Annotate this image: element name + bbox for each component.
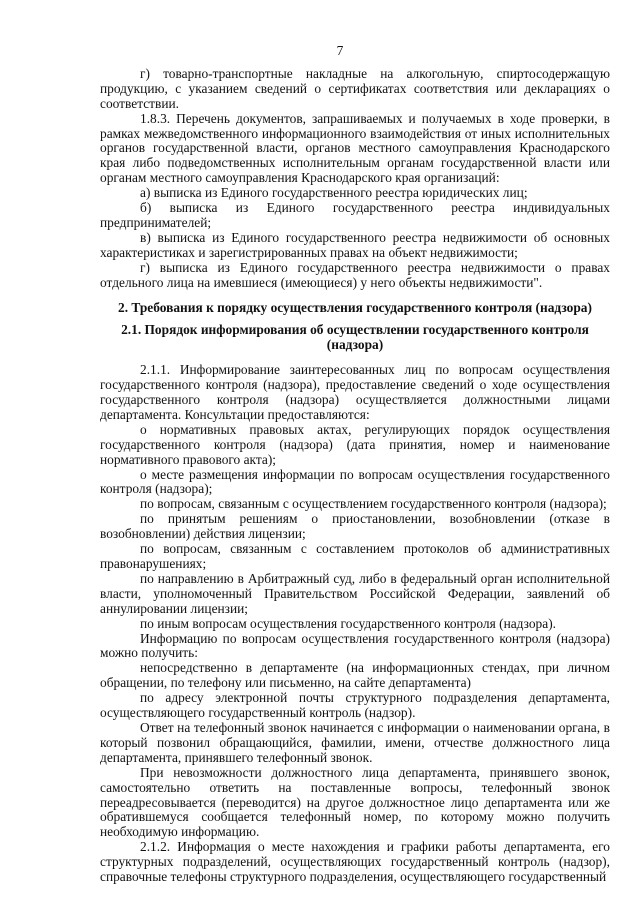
paragraph: При невозможности должностного лица департамента, принявшего звонок, самостоятельно ответить на поставленные вопросы, телефонный звонок переадресовывается (переводится) на другое должностное лицо департамента или же обратившемуся сообщается телефонный номер, по которому можно получить необходимую информацию. [100,764,610,840]
section-heading: 2.1. Порядок информирования об осуществлении государственного контроля (надзора) [121,322,589,353]
paragraph: о месте размещения информации по вопросам осуществления государственного контроля (надзора); [100,466,610,497]
paragraph: о нормативных правовых актах, регулирующих порядок осуществления государственного контроля (надзора) (дата принятия, номер и наименование нормативного правового акта); [100,421,610,467]
paragraph: в) выписка из Единого государственного реестра недвижимости об основных характеристиках и зарегистрированных правах на объект недвижимости; [100,229,610,260]
paragraph: Информацию по вопросам осуществления государственного контроля (надзора) можно получить: [100,630,610,661]
paragraph: г) товарно-транспортные накладные на алкогольную, спиртосодержащую продукцию, с указанием сведений о сертификатах соответствия или декларациях о соответствии. [100,65,610,111]
paragraph: б) выписка из Единого государственного реестра индивидуальных предпринимателей; [100,200,610,230]
paragraph: по принятым решениям о приостановлении, возобновлении (отказе в возобновлении) действия лицензии; [100,511,610,542]
paragraph: по вопросам, связанным с составлением протоколов об административных правонарушениях; [100,541,610,571]
section-heading: 2. Требования к порядку осуществления государственного контроля (надзора) [118,299,592,315]
paragraph: а) выписка из Единого государственного реестра юридических лиц; [140,185,528,201]
paragraph: 2.1.1. Информирование заинтересованных лиц по вопросам осуществления государственного контроля (надзора), предоставление сведений о ходе осуществления государственного контроля (надзора) осуществляется должностными лицами департамента. Консультации предоставляются: [100,362,610,422]
page-number: 7 [336,43,344,58]
paragraph: г) выписка из Единого государственного реестра недвижимости о правах отдельного лица на имевшиеся (имеющиеся) у него объекты недвижимости". [100,259,610,290]
paragraph: по направлению в Арбитражный суд, либо в федеральный орган исполнительной власти, уполномоченный Правительством Российской Федерации, заявлений об аннулировании лицензии; [100,570,610,616]
paragraph: непосредственно в департаменте (на информационных стендах, при личном обращении, по телефону или письменно, на сайте департамента) [100,660,610,691]
paragraph: по иным вопросам осуществления государственного контроля (надзора). [140,615,557,631]
paragraph: Ответ на телефонный звонок начинается с информации о наименовании органа, в который позвонил обращающийся, фамилии, имени, отчестве должностного лица департамента, принявшего телефонный звонок. [100,719,610,765]
paragraph: 1.8.3. Перечень документов, запрашиваемых и получаемых в ходе проверки, в рамках межведомственного информационного взаимодействия от иных исполнительных органов государственной власти, органов местного самоуправления Краснодарского края либо подведомственных исполнительным органам государственной власти или органам местного самоуправления Краснодарского края организаций: [100,110,610,186]
paragraph: 2.1.2. Информация о месте нахождения и графики работы департамента, его структурных подразделений, осуществляющих государственный контроль (надзор), справочные телефоны структурного подразделения, осуществляющего государственный [100,839,610,885]
paragraph: по вопросам, связанным с осуществлением государственного контроля (надзора); [140,496,607,512]
document-body [100,67,610,885]
paragraph: по адресу электронной почты структурного подразделения департамента, осуществляющего государственный контроль (надзор). [100,690,610,721]
